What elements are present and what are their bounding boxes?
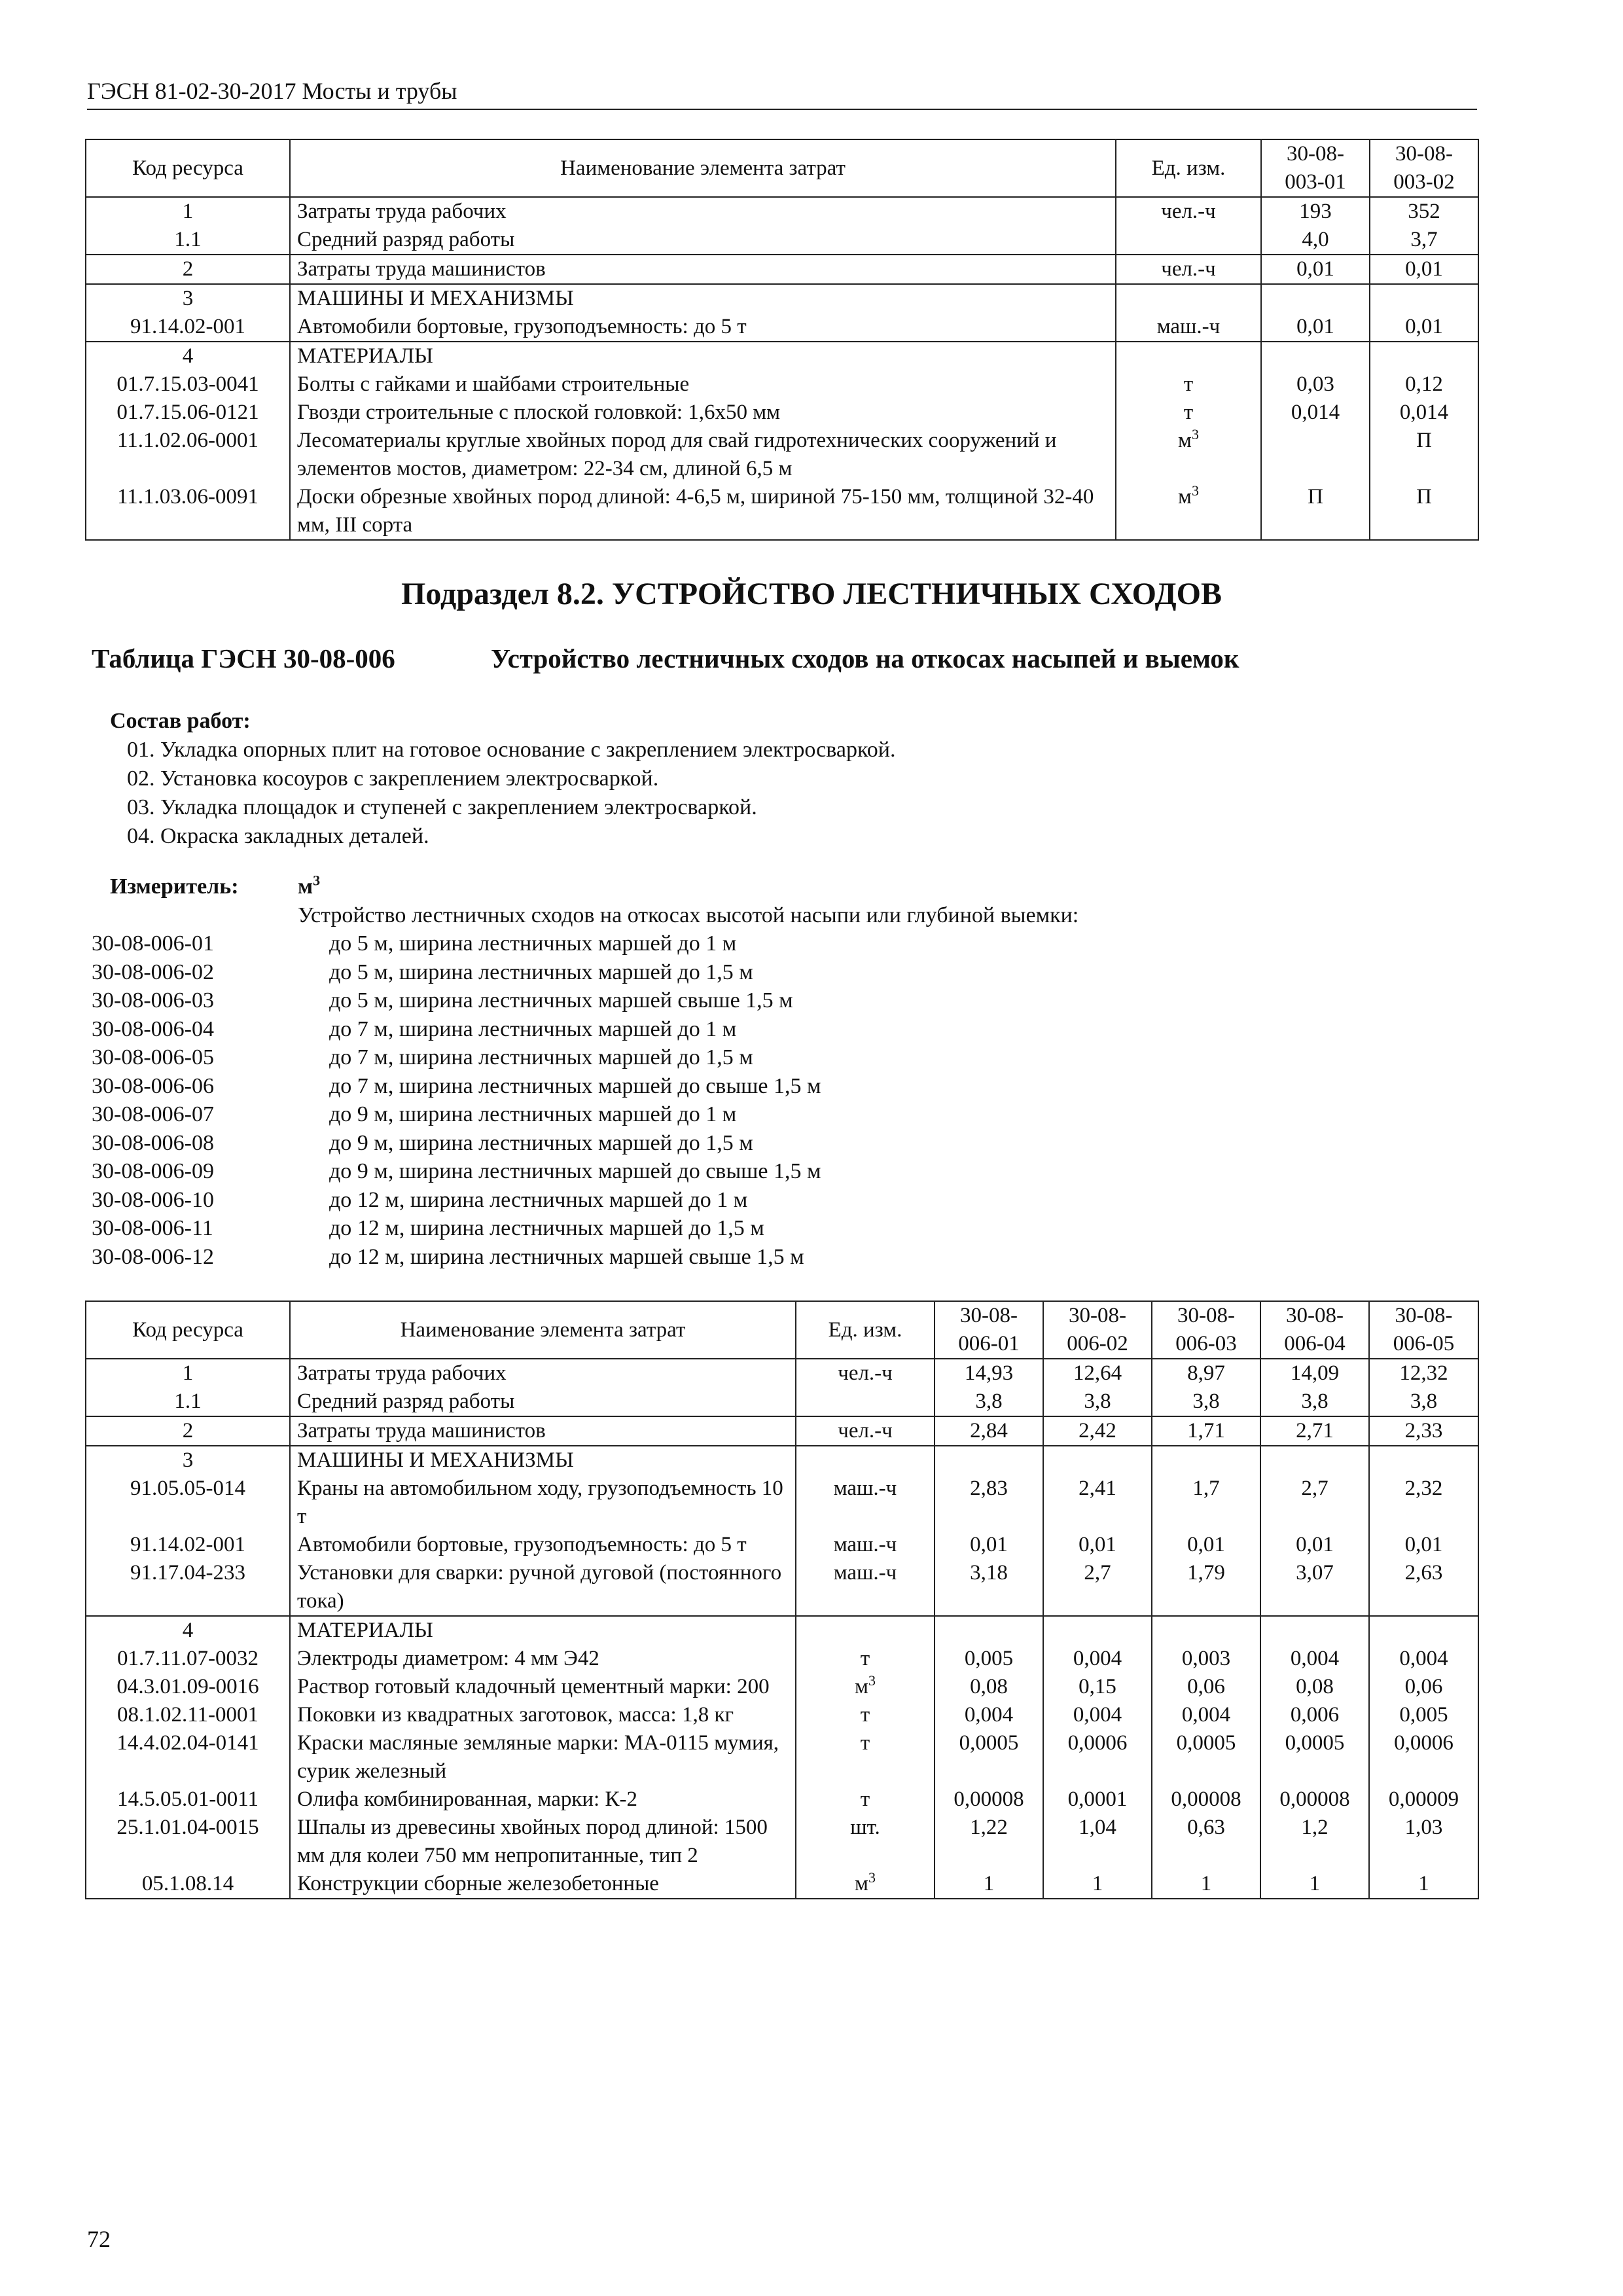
norm-value <box>1260 1616 1369 1645</box>
work-composition <box>110 707 895 851</box>
norm-value: 8,97 <box>1152 1359 1260 1388</box>
header-cell: Ед. изм. <box>1116 139 1261 197</box>
norm-value: 0,06 <box>1152 1673 1260 1701</box>
norm-value: 0,01 <box>1043 1531 1152 1559</box>
norm-value: 352 <box>1370 197 1478 226</box>
header-cell: 30-08- 003-02 <box>1370 139 1478 197</box>
resource-name: МАШИНЫ И МЕХАНИЗМЫ <box>290 284 1116 313</box>
resource-unit: т <box>796 1701 935 1729</box>
norm-value: 4,0 <box>1261 226 1370 255</box>
resource-name: Затраты труда машинистов <box>290 1416 796 1446</box>
table-row <box>86 1616 1478 1645</box>
norm-value: 0,00008 <box>1260 1785 1369 1814</box>
resource-name: Установки для сварки: ручной дуговой (постоянного тока) <box>290 1559 796 1616</box>
norm-value: 0,004 <box>1260 1645 1369 1673</box>
resource-code: 05.1.08.14 <box>86 1870 290 1899</box>
norm-value: 0,01 <box>1260 1531 1369 1559</box>
resource-code: 11.1.03.06-0091 <box>86 483 290 540</box>
norm-value: 1 <box>1260 1870 1369 1899</box>
norm-value: 0,08 <box>1260 1673 1369 1701</box>
norm-code: 30-08-006-04 <box>92 1016 214 1041</box>
norm-value: 3,8 <box>1369 1388 1478 1416</box>
table-header-row <box>86 1301 1478 1359</box>
resource-code: 1.1 <box>86 226 290 255</box>
resource-unit: т <box>1116 399 1261 427</box>
resource-code: 1.1 <box>86 1388 290 1416</box>
norm-value: 3,07 <box>1260 1559 1369 1616</box>
resource-name: Гвозди строительные с плоской головкой: 1,6x50 мм <box>290 399 1116 427</box>
resource-code: 14.4.02.04-0141 <box>86 1729 290 1785</box>
norm-value: 0,004 <box>935 1701 1043 1729</box>
header-cell: 30-08- 006-05 <box>1369 1301 1478 1359</box>
norm-code: 30-08-006-12 <box>92 1244 214 1269</box>
norm-value: 0,00008 <box>935 1785 1043 1814</box>
norm-value: 2,33 <box>1369 1416 1478 1446</box>
resource-code: 1 <box>86 1359 290 1388</box>
norm-value: 0,005 <box>935 1645 1043 1673</box>
resource-unit: $м^3$ <box>796 1870 935 1899</box>
norm-value: 3,7 <box>1370 226 1478 255</box>
measurement-block <box>92 872 1079 1271</box>
table-row <box>86 1446 1478 1475</box>
resource-unit <box>796 1388 935 1416</box>
norm-value: 3,8 <box>935 1388 1043 1416</box>
table-row <box>86 197 1478 226</box>
resource-name: Краны на автомобильном ходу, грузоподъемность 10 т <box>290 1475 796 1531</box>
page-number: 72 <box>87 2226 111 2252</box>
norm-value: 1,04 <box>1043 1814 1152 1870</box>
table-row <box>86 427 1478 483</box>
norm-code: 30-08-006-10 <box>92 1187 214 1212</box>
norm-value: П <box>1261 483 1370 540</box>
norm-item <box>92 1015 1079 1044</box>
table-row <box>86 313 1478 342</box>
norm-value: 2,7 <box>1260 1475 1369 1531</box>
norm-code: 30-08-006-09 <box>92 1159 214 1183</box>
measurement-unit: $м^3$ <box>298 872 321 899</box>
resource-code: 1 <box>86 197 290 226</box>
norm-value: 1,22 <box>935 1814 1043 1870</box>
norm-value: 0,15 <box>1043 1673 1152 1701</box>
resource-name: Электроды диаметром: 4 мм Э42 <box>290 1645 796 1673</box>
resource-unit: т <box>796 1729 935 1785</box>
resource-name: Затраты труда машинистов <box>290 255 1116 284</box>
resource-unit <box>1116 226 1261 255</box>
resource-name: Средний разряд работы <box>290 226 1116 255</box>
norm-item <box>92 929 1079 958</box>
norm-value: 0,004 <box>1043 1645 1152 1673</box>
resource-unit: $м^3$ <box>1116 427 1261 483</box>
resource-unit <box>1116 342 1261 370</box>
norm-value: 0,004 <box>1043 1701 1152 1729</box>
norm-value <box>1370 342 1478 370</box>
resource-code: 91.14.02-001 <box>86 1531 290 1559</box>
norm-value: 2,41 <box>1043 1475 1152 1531</box>
resource-name: Поковки из квадратных заготовок, масса: 1,8 кг <box>290 1701 796 1729</box>
table-row <box>86 483 1478 540</box>
table-row <box>86 370 1478 399</box>
norm-description: до 5 м, ширина лестничных маршей свыше 1,5 м <box>329 988 793 1013</box>
norm-description: до 5 м, ширина лестничных маршей до 1,5 м <box>329 960 753 984</box>
norm-value: 0,01 <box>1369 1531 1478 1559</box>
work-step: 01. Укладка опорных плит на готовое основание с закреплением электросваркой. <box>127 738 896 762</box>
resource-code: 3 <box>86 284 290 313</box>
table-row <box>86 1701 1478 1729</box>
table-row <box>86 1673 1478 1701</box>
resource-name: МАТЕРИАЛЫ <box>290 1616 796 1645</box>
resource-unit: маш.-ч <box>796 1559 935 1616</box>
norm-value: 2,7 <box>1043 1559 1152 1616</box>
norm-value: 0,03 <box>1261 370 1370 399</box>
table-row <box>86 1814 1478 1870</box>
norm-code: 30-08-006-05 <box>92 1045 214 1069</box>
norm-value: 0,08 <box>935 1673 1043 1701</box>
resource-unit <box>796 1616 935 1645</box>
norm-value: 0,006 <box>1260 1701 1369 1729</box>
norm-value <box>1261 427 1370 483</box>
norm-value: 12,64 <box>1043 1359 1152 1388</box>
resource-unit: т <box>796 1645 935 1673</box>
norm-description: до 5 м, ширина лестничных маршей до 1 м <box>329 931 737 956</box>
resource-unit: чел.-ч <box>1116 255 1261 284</box>
resource-table-003 <box>85 139 1479 541</box>
norm-description: до 9 м, ширина лестничных маршей до 1 м <box>329 1102 737 1126</box>
resource-unit: $м^3$ <box>1116 483 1261 540</box>
resource-table-006 <box>85 1300 1479 1899</box>
norm-value: 2,32 <box>1369 1475 1478 1531</box>
norm-code: 30-08-006-11 <box>92 1216 213 1240</box>
table-row <box>86 1559 1478 1616</box>
resource-name: Конструкции сборные железобетонные <box>290 1870 796 1899</box>
resource-code: 4 <box>86 342 290 370</box>
norm-code: 30-08-006-08 <box>92 1130 214 1155</box>
norm-value: 0,01 <box>1152 1531 1260 1559</box>
header-cell: Код ресурса <box>86 139 290 197</box>
norm-value: 3,8 <box>1260 1388 1369 1416</box>
resource-unit: чел.-ч <box>796 1416 935 1446</box>
norm-value: 3,18 <box>935 1559 1043 1616</box>
norm-description: до 9 м, ширина лестничных маршей до свыше 1,5 м <box>329 1159 821 1183</box>
table-row <box>86 1870 1478 1899</box>
resource-unit: $м^3$ <box>796 1673 935 1701</box>
resource-name: Лесоматериалы круглые хвойных пород для свай гидротехнических сооружений и элементов мостов, диаметром: 22-34 см, длиной 6,5 м <box>290 427 1116 483</box>
resource-unit <box>796 1446 935 1475</box>
resource-code: 01.7.15.03-0041 <box>86 370 290 399</box>
resource-code: 2 <box>86 255 290 284</box>
resource-name: Затраты труда рабочих <box>290 197 1116 226</box>
resource-name: МАТЕРИАЛЫ <box>290 342 1116 370</box>
work-step: 02. Установка косоуров с закреплением электросваркой. <box>127 766 659 791</box>
table-row <box>86 284 1478 313</box>
norm-value: 0,01 <box>1261 313 1370 342</box>
norm-value: 0,01 <box>1370 313 1478 342</box>
norm-value: 2,84 <box>935 1416 1043 1446</box>
table-row <box>86 399 1478 427</box>
resource-name: Автомобили бортовые, грузоподъемность: до 5 т <box>290 1531 796 1559</box>
norm-value: 2,71 <box>1260 1416 1369 1446</box>
running-header-title: ГЭСН 81-02-30-2017 Мосты и трубы <box>87 78 457 104</box>
resource-code: 11.1.02.06-0001 <box>86 427 290 483</box>
norm-value: 1,7 <box>1152 1475 1260 1531</box>
resource-code: 2 <box>86 1416 290 1446</box>
resource-name: Автомобили бортовые, грузоподъемность: до 5 т <box>290 313 1116 342</box>
norm-item <box>92 1043 1079 1072</box>
header-cell: 30-08- 006-03 <box>1152 1301 1260 1359</box>
norm-description: до 7 м, ширина лестничных маршей до 1 м <box>329 1016 737 1041</box>
measurement-intro: Устройство лестничных сходов на откосах высотой насыпи или глубиной выемки: <box>298 903 1079 927</box>
resource-code: 91.14.02-001 <box>86 313 290 342</box>
resource-name: Шпалы из древесины хвойных пород длиной: 1500 мм для колеи 750 мм непропитанные, тип 2 <box>290 1814 796 1870</box>
norm-value: 0,01 <box>1261 255 1370 284</box>
norm-value: 0,014 <box>1261 399 1370 427</box>
resource-unit: чел.-ч <box>796 1359 935 1388</box>
norm-description: до 12 м, ширина лестничных маршей до 1,5 м <box>329 1216 764 1240</box>
norm-value <box>935 1616 1043 1645</box>
norm-value: 1,71 <box>1152 1416 1260 1446</box>
header-cell: 30-08- 006-04 <box>1260 1301 1369 1359</box>
norm-code: 30-08-006-03 <box>92 988 214 1013</box>
table-row <box>86 1475 1478 1531</box>
resource-unit: шт. <box>796 1814 935 1870</box>
resource-code: 25.1.01.04-0015 <box>86 1814 290 1870</box>
norm-item <box>92 1243 1079 1272</box>
norm-item <box>92 958 1079 987</box>
norm-value: 12,32 <box>1369 1359 1478 1388</box>
table-row <box>86 1416 1478 1446</box>
norm-value: 0,63 <box>1152 1814 1260 1870</box>
resource-name: Краски масляные земляные марки: МА-0115 мумия, сурик железный <box>290 1729 796 1785</box>
norm-value <box>1152 1446 1260 1475</box>
norm-value: 0,0005 <box>1260 1729 1369 1785</box>
table-row <box>86 1531 1478 1559</box>
norm-value <box>1043 1616 1152 1645</box>
norm-description: до 12 м, ширина лестничных маршей до 1 м <box>329 1187 748 1212</box>
norm-value: П <box>1370 427 1478 483</box>
resource-unit: маш.-ч <box>796 1531 935 1559</box>
resource-name: Затраты труда рабочих <box>290 1359 796 1388</box>
resource-unit: т <box>1116 370 1261 399</box>
resource-code: 08.1.02.11-0001 <box>86 1701 290 1729</box>
norm-code: 30-08-006-02 <box>92 960 214 984</box>
measurement-label: Измеритель: <box>110 874 239 899</box>
subsection-title: Подраздел 8.2. УСТРОЙСТВО ЛЕСТНИЧНЫХ СХОДОВ <box>401 577 1222 611</box>
table-header-row <box>86 139 1478 197</box>
norm-value <box>1261 342 1370 370</box>
norm-value: 14,93 <box>935 1359 1043 1388</box>
table-number: Таблица ГЭСН 30-08-006 <box>92 643 395 673</box>
norm-value: 0,0006 <box>1369 1729 1478 1785</box>
norm-value: 2,83 <box>935 1475 1043 1531</box>
resource-unit: маш.-ч <box>796 1475 935 1531</box>
norm-value: 0,005 <box>1369 1701 1478 1729</box>
norm-value: 3,8 <box>1043 1388 1152 1416</box>
norm-value: 0,00008 <box>1152 1785 1260 1814</box>
norm-description: до 12 м, ширина лестничных маршей свыше 1,5 м <box>329 1244 804 1269</box>
norm-value: 2,42 <box>1043 1416 1152 1446</box>
norm-item <box>92 1100 1079 1129</box>
norm-item <box>92 1214 1079 1243</box>
norm-value: 0,0006 <box>1043 1729 1152 1785</box>
resource-name: МАШИНЫ И МЕХАНИЗМЫ <box>290 1446 796 1475</box>
norm-value: 1,2 <box>1260 1814 1369 1870</box>
norm-value: 1,03 <box>1369 1814 1478 1870</box>
norm-value: 0,004 <box>1152 1701 1260 1729</box>
table-row <box>86 1359 1478 1388</box>
norm-value: 1 <box>1152 1870 1260 1899</box>
running-header <box>87 77 1477 110</box>
table-row <box>86 1388 1478 1416</box>
norm-value: 0,014 <box>1370 399 1478 427</box>
norm-value <box>1261 284 1370 313</box>
norm-value: 1,79 <box>1152 1559 1260 1616</box>
resource-code: 91.17.04-233 <box>86 1559 290 1616</box>
table-row <box>86 1645 1478 1673</box>
table-row <box>86 1729 1478 1785</box>
resource-code: 01.7.11.07-0032 <box>86 1645 290 1673</box>
norm-value: 193 <box>1261 197 1370 226</box>
norm-value: 0,06 <box>1369 1673 1478 1701</box>
norm-value <box>1043 1446 1152 1475</box>
norm-value: 1 <box>1043 1870 1152 1899</box>
norm-code: 30-08-006-01 <box>92 931 214 956</box>
norm-value <box>1152 1616 1260 1645</box>
work-step: 03. Укладка площадок и ступеней с закреплением электросваркой. <box>127 795 757 819</box>
norm-item <box>92 1129 1079 1158</box>
norm-value: П <box>1370 483 1478 540</box>
norm-value: 1 <box>1369 1870 1478 1899</box>
table-row <box>86 1785 1478 1814</box>
resource-name: Болты с гайками и шайбами строительные <box>290 370 1116 399</box>
work-step: 04. Окраска закладных деталей. <box>127 824 429 848</box>
norm-value: 2,63 <box>1369 1559 1478 1616</box>
norm-value: 0,0005 <box>1152 1729 1260 1785</box>
resource-name: Доски обрезные хвойных пород длиной: 4-6,5 м, шириной 75-150 мм, толщиной 32-40 мм, III сорта <box>290 483 1116 540</box>
norm-value: 0,003 <box>1152 1645 1260 1673</box>
resource-unit <box>1116 284 1261 313</box>
norm-value: 0,01 <box>935 1531 1043 1559</box>
norm-value: 0,01 <box>1370 255 1478 284</box>
header-cell: 30-08- 003-01 <box>1261 139 1370 197</box>
norm-item <box>92 1072 1079 1101</box>
table-title <box>92 643 1239 674</box>
header-cell: Код ресурса <box>86 1301 290 1359</box>
norm-value: 3,8 <box>1152 1388 1260 1416</box>
norm-value: 0,12 <box>1370 370 1478 399</box>
norm-item <box>92 1186 1079 1215</box>
resource-code: 91.05.05-014 <box>86 1475 290 1531</box>
norm-item <box>92 1157 1079 1186</box>
header-cell: 30-08- 006-01 <box>935 1301 1043 1359</box>
norm-description: до 7 м, ширина лестничных маршей до 1,5 м <box>329 1045 753 1069</box>
norm-value <box>1260 1446 1369 1475</box>
norm-value: 0,00009 <box>1369 1785 1478 1814</box>
resource-code: 4 <box>86 1616 290 1645</box>
header-cell: Ед. изм. <box>796 1301 935 1359</box>
norm-code: 30-08-006-06 <box>92 1073 214 1098</box>
table-row <box>86 226 1478 255</box>
table-row <box>86 255 1478 284</box>
norm-value <box>1370 284 1478 313</box>
resource-unit: т <box>796 1785 935 1814</box>
norm-value: 1 <box>935 1870 1043 1899</box>
table-row <box>86 342 1478 370</box>
resource-unit: чел.-ч <box>1116 197 1261 226</box>
norm-value <box>1369 1446 1478 1475</box>
norm-description: до 9 м, ширина лестничных маршей до 1,5 м <box>329 1130 753 1155</box>
resource-name: Средний разряд работы <box>290 1388 796 1416</box>
header-cell: Наименование элемента затрат <box>290 1301 796 1359</box>
norm-value: 0,0005 <box>935 1729 1043 1785</box>
resource-code: 3 <box>86 1446 290 1475</box>
resource-code: 04.3.01.09-0016 <box>86 1673 290 1701</box>
resource-code: 01.7.15.06-0121 <box>86 399 290 427</box>
resource-name: Олифа комбинированная, марки: К-2 <box>290 1785 796 1814</box>
header-cell: Наименование элемента затрат <box>290 139 1116 197</box>
norm-value: 0,0001 <box>1043 1785 1152 1814</box>
work-composition-label: Состав работ: <box>110 709 251 733</box>
norm-description: до 7 м, ширина лестничных маршей до свыше 1,5 м <box>329 1073 821 1098</box>
header-cell: 30-08- 006-02 <box>1043 1301 1152 1359</box>
resource-unit: маш.-ч <box>1116 313 1261 342</box>
table-name: Устройство лестничных сходов на откосах насыпей и выемок <box>491 643 1240 673</box>
resource-name: Раствор готовый кладочный цементный марки: 200 <box>290 1673 796 1701</box>
resource-code: 14.5.05.01-0011 <box>86 1785 290 1814</box>
norm-value: 14,09 <box>1260 1359 1369 1388</box>
norm-item <box>92 986 1079 1015</box>
norm-value: 0,004 <box>1369 1645 1478 1673</box>
norm-value <box>1369 1616 1478 1645</box>
norm-value <box>935 1446 1043 1475</box>
norm-code: 30-08-006-07 <box>92 1102 214 1126</box>
